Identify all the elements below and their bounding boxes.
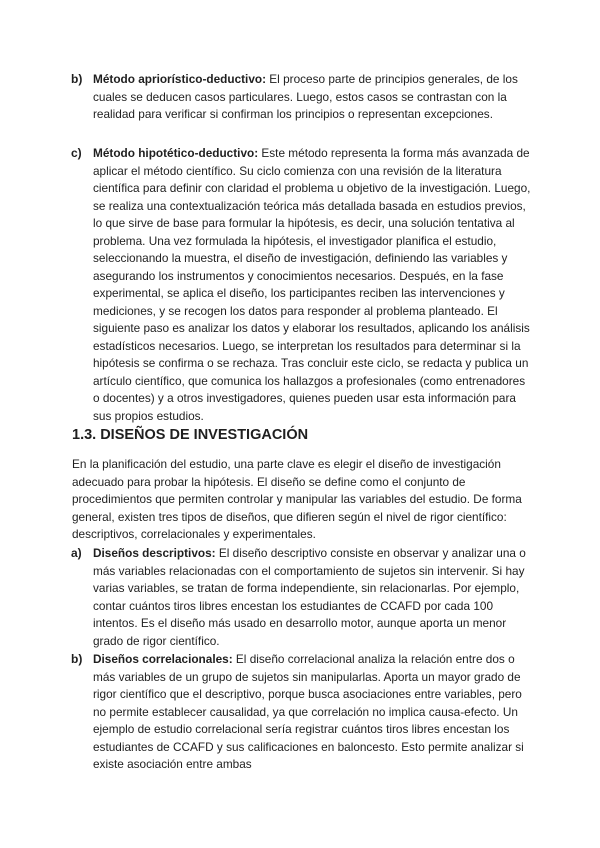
- list-item-term: Diseños descriptivos:: [93, 546, 216, 560]
- list-item-disenos-descriptivos: [71, 545, 533, 650]
- list-item-metodo-hipotetico: [71, 145, 533, 425]
- list-item-text: Este método representa la forma más avanzada de aplicar el método científico. Su ciclo comienza con una revisión de la literatura científica para definir con claridad el problema u objetivo de la investigación. Luego, se realiza una contextualización teórica más detallada basada en estudios previos, lo que sirve de base para formular la hipótesis, es decir, una solución tentativa al problema. Una vez formulada la hipótesis, el investigador planifica el estudio, seleccionando la muestra, el diseño de investigación, definiendo las variables y asegurando los instrumentos y conocimientos necesarios. Después, en la fase experimental, se aplica el diseño, los participantes reciben las intervenciones y mediciones, y se recogen los datos para responder al problema planteado. El siguiente paso es analizar los datos y elaborar los resultados, aplicando los análisis estadísticos necesarios. Luego, se interpretan los resultados para determinar si la hipótesis se confirma o se rechaza. Tras concluir este ciclo, se redacta y publica un artículo científico, que comunica los hallazgos a profesionales (como entrenadores o docentes) y a otros investigadores, quienes pueden usar esta información para sus propios estudios.: [93, 146, 531, 423]
- list-item-paragraph: [93, 651, 533, 774]
- section-heading: 1.3. DISEÑOS DE INVESTIGACIÓN: [72, 427, 309, 443]
- list-item-term: Diseños correlacionales:: [93, 652, 233, 666]
- section-paragraph: En la planificación del estudio, una parte clave es elegir el diseño de investigación adecuado para probar la hipótesis. El diseño se define como el conjunto de procedimientos que permiten controlar y manipular las variables del estudio. De forma general, existen tres tipos de diseños, que difieren según el nivel de rigor científico: descriptivos, correlacionales y experimentales.: [72, 457, 522, 541]
- list-item-metodo-aprioristico: [71, 71, 533, 124]
- list-marker: b): [71, 72, 83, 86]
- list-item-paragraph: [93, 145, 533, 425]
- list-item-paragraph: [93, 71, 533, 124]
- list-item-term: Método hipotético-deductivo:: [93, 146, 259, 160]
- list-marker: b): [71, 652, 83, 666]
- list-item-text: El proceso parte de principios generales, de los cuales se deducen casos particulares. Luego, estos casos se contrastan con la realidad para verificar si confirman los principios o representan excepciones.: [93, 72, 518, 121]
- list-item-term: Método apriorístico-deductivo:: [93, 72, 267, 86]
- list-marker: c): [71, 146, 82, 160]
- list-item-disenos-correlacionales: [71, 651, 533, 774]
- list-marker: a): [71, 546, 82, 560]
- list-item-text: El diseño descriptivo consiste en observar y analizar una o más variables relacionadas con el comportamiento de sujetos sin intervenir. Si hay varias variables, se tratan de forma independiente, sin relacionarlas. Por ejemplo, contar cuántos tiros libres encestan los estudiantes de CCAFD por cada 100 intentos. Es el diseño más usado en desarrollo motor, aunque aporta un menor grado de rigor científico.: [93, 546, 526, 648]
- list-item-paragraph: [93, 545, 533, 650]
- list-item-text: El diseño correlacional analiza la relación entre dos o más variables de un grupo de sujetos sin manipularlas. Aporta un mayor grado de rigor científico que el descriptivo, porque busca asociaciones entre variables, pero no permite establecer causalidad, ya que correlación no implica causa-efecto. Un ejemplo de estudio correlacional sería registrar cuántos tiros libres encestan los estudiantes de CCAFD y sus calificaciones en baloncesto. Esto permite analizar si existe asociación entre ambas: [93, 652, 524, 771]
